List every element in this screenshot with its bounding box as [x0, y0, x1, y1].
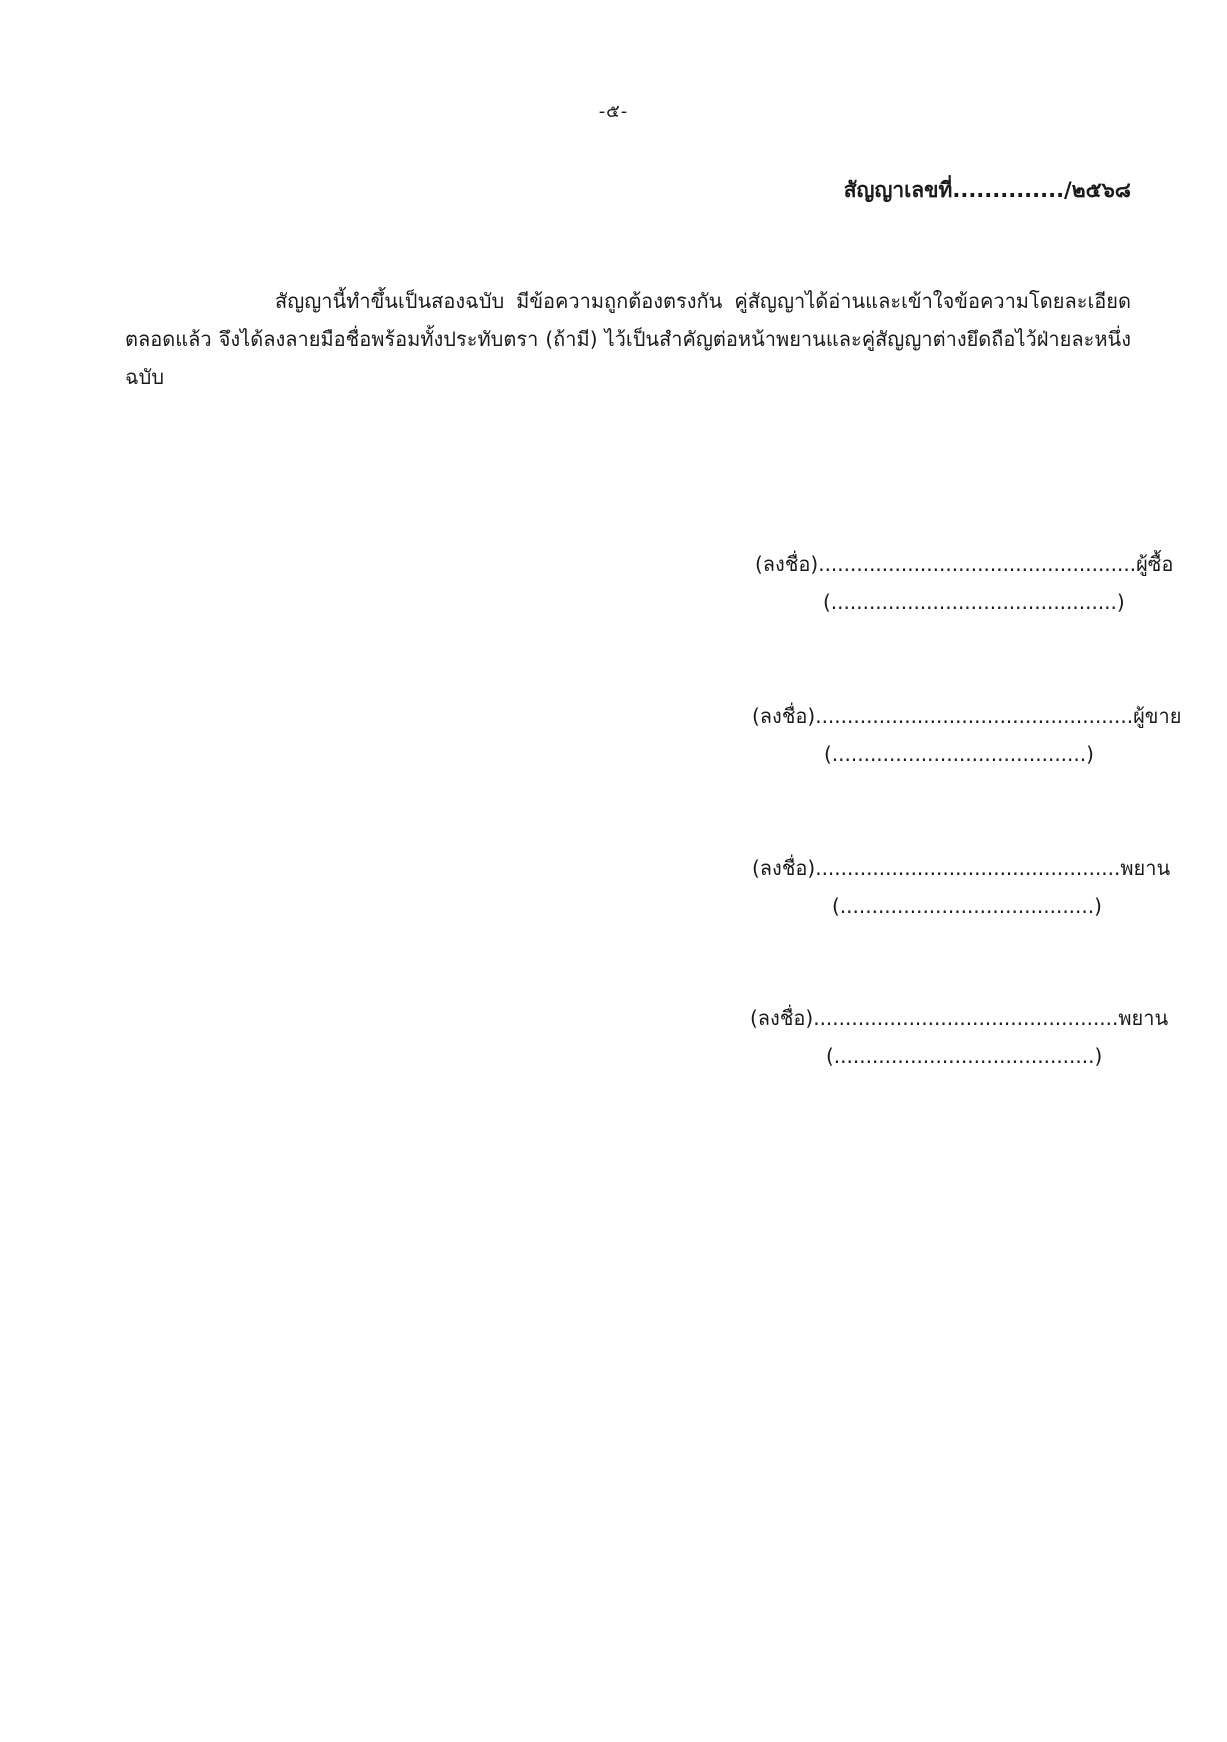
signature-name: (........................................) [832, 894, 1102, 918]
paragraph-text: สัญญานี้ทำขึ้นเป็นสองฉบับ มีข้อความถูกต้องตรงกัน คู่สัญญาได้อ่านและเข้าใจข้อความโดยละเอียดตลอดแล้ว จึงได้ลงลายมือชื่อพร้อมทั้งประทับตรา (ถ้ามี) ไว้เป็นสำคัญต่อหน้าพยานและคู่สัญญาต่างยึดถือไว้ฝ่ายละหนึ่งฉบับ [125, 289, 1131, 389]
signature-block-buyer [755, 545, 1173, 621]
signature-block-witness-1 [752, 849, 1170, 925]
signature-line: (ลงชื่อ)................................................พยาน [752, 856, 1171, 880]
signature-block-seller [752, 697, 1181, 773]
signature-name: (.........................................) [826, 1044, 1103, 1068]
signature-name: (.............................................) [823, 590, 1125, 614]
signature-name: (........................................) [824, 742, 1094, 766]
signature-block-witness-2 [750, 999, 1168, 1075]
page-number: -๕- [598, 101, 629, 122]
contract-paragraph [125, 282, 1131, 396]
signature-line: (ลงชื่อ)................................................พยาน [750, 1006, 1169, 1030]
signature-line: (ลงชื่อ)..................................................ผู้ซื้อ [755, 552, 1174, 576]
signature-line: (ลงชื่อ)..................................................ผู้ขาย [752, 704, 1182, 728]
contract-number: สัญญาเลขที่............../๒๕๖๘ [843, 178, 1131, 202]
